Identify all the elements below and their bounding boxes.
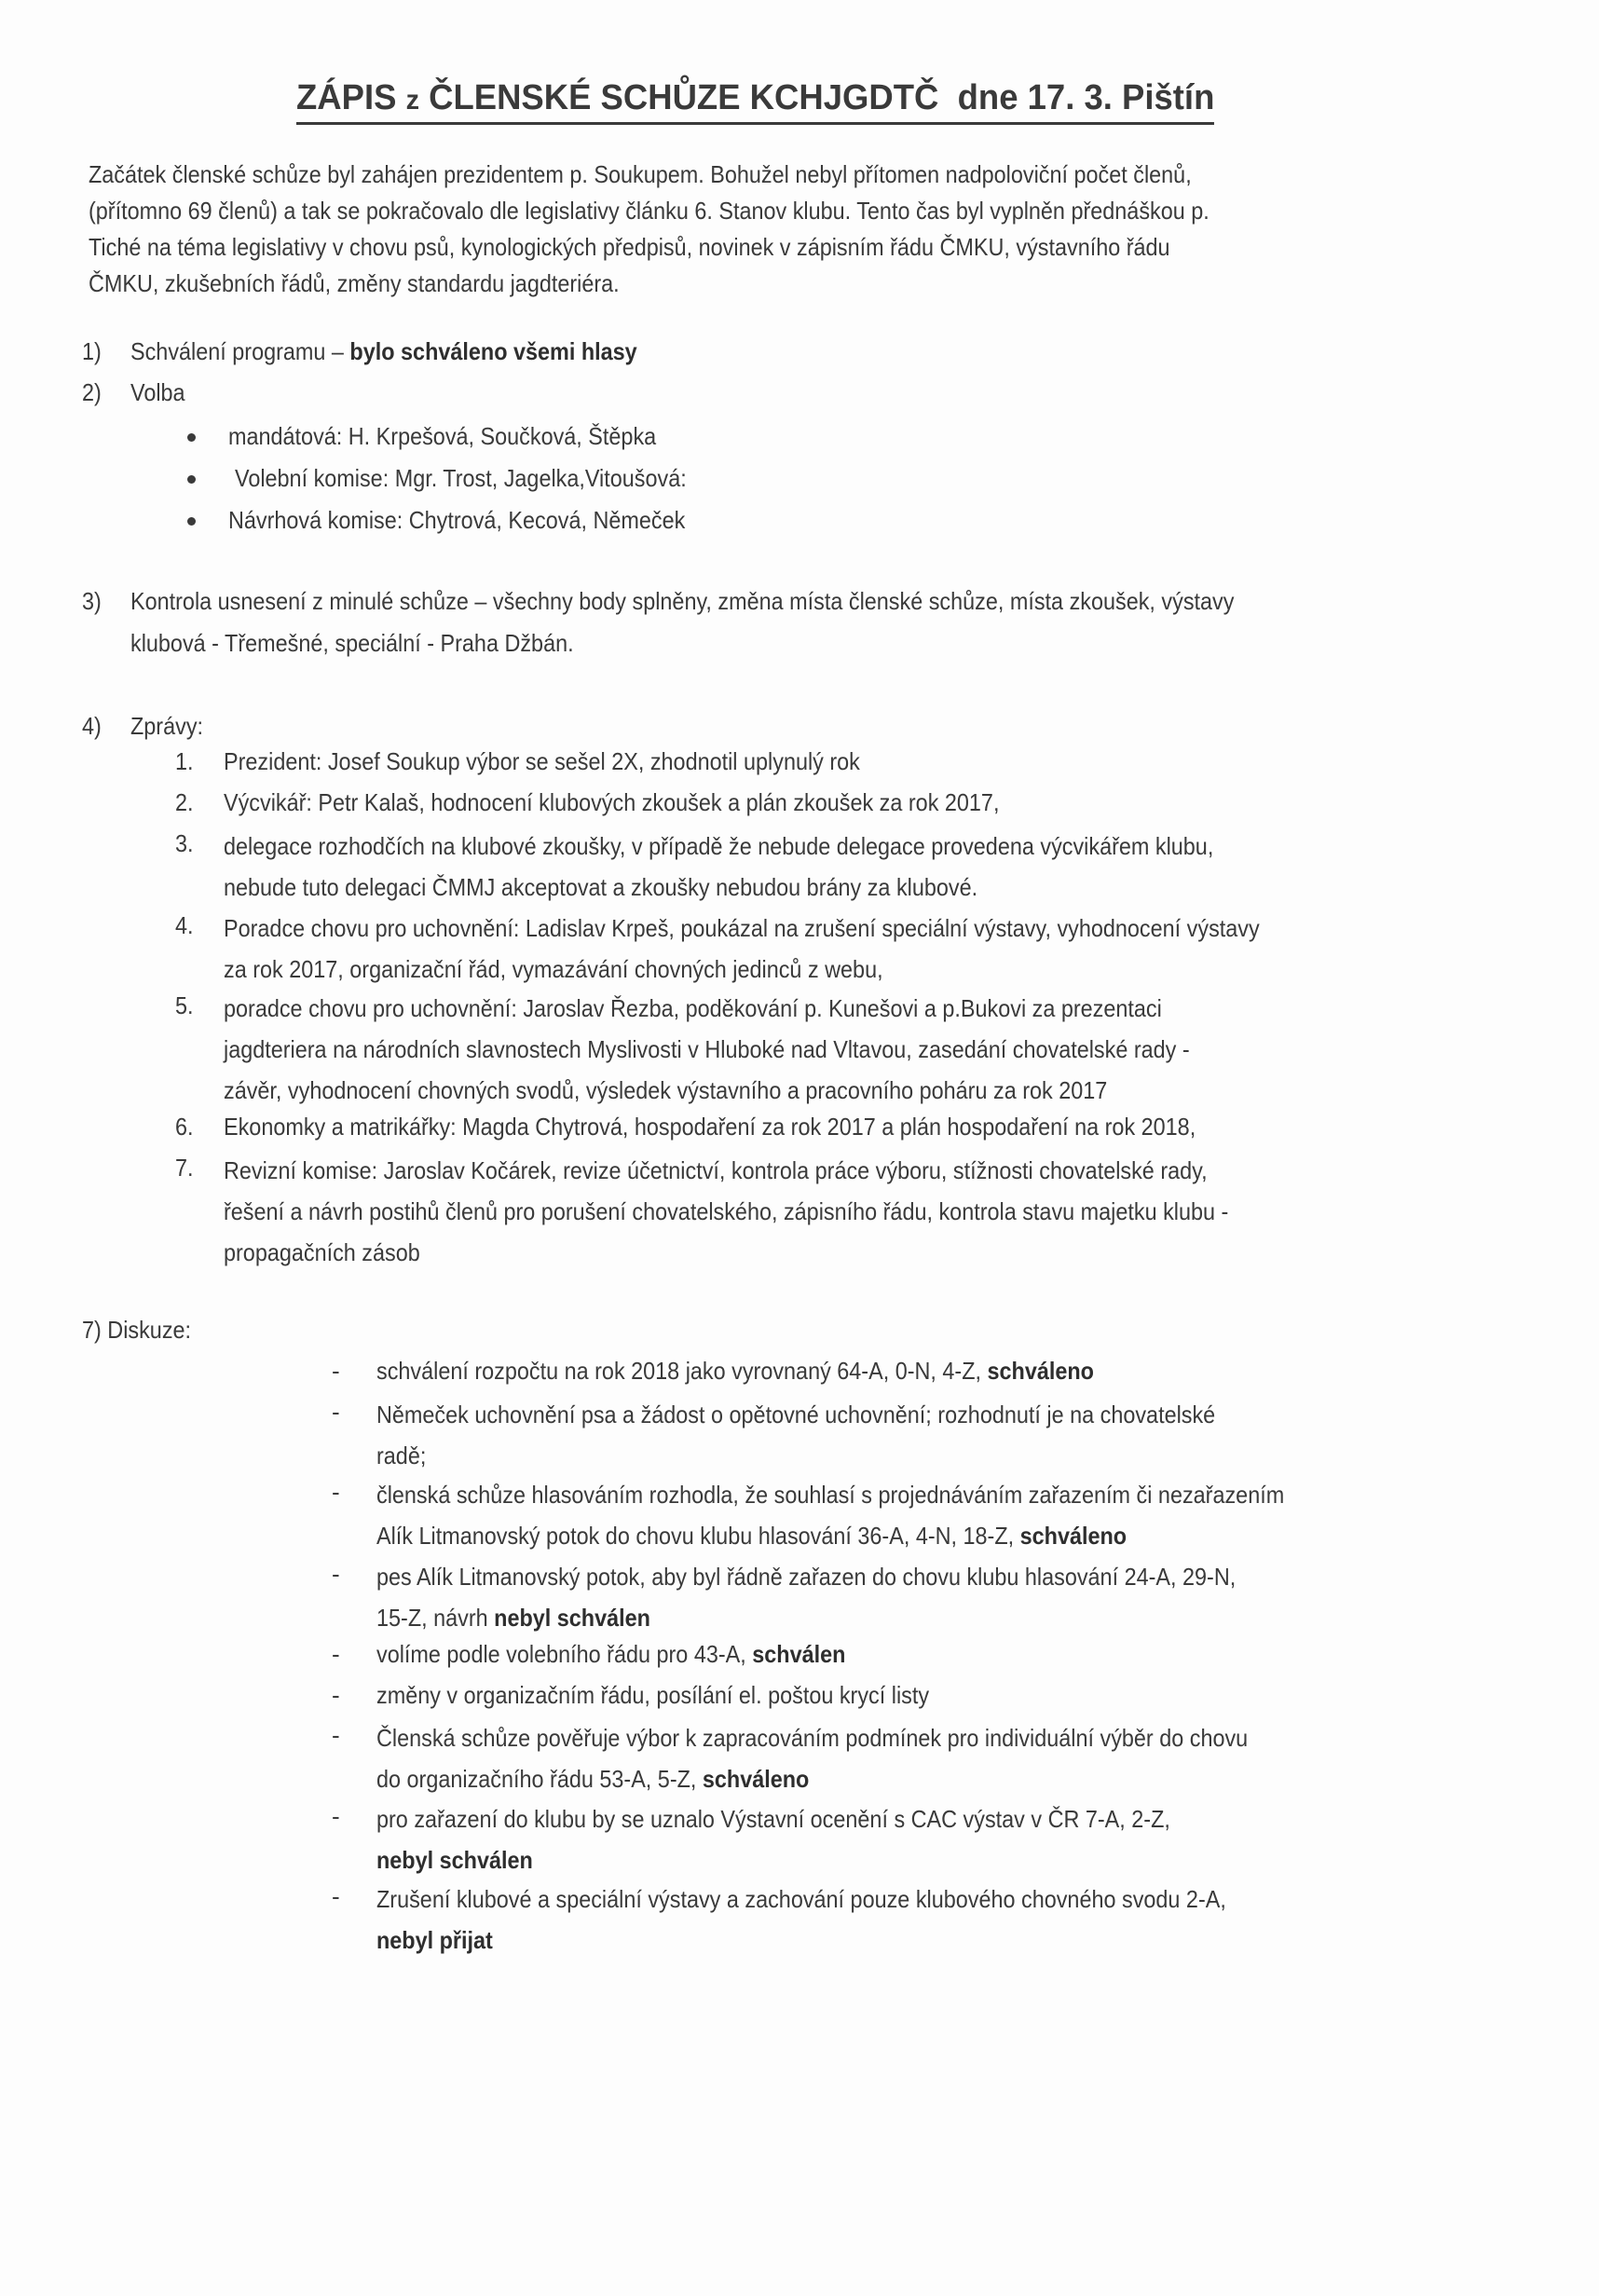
report-item: [224, 908, 1260, 990]
title-z: z: [405, 85, 419, 116]
report-number: 4.: [175, 911, 194, 939]
discussion-point: [376, 1394, 1215, 1476]
point-text: pro zařazení do klubu by se uznalo Výstavní ocenění s CAC výstav v ČR 7-A, 2-Z,: [376, 1805, 1170, 1833]
report-item: [224, 785, 999, 821]
point-result-bold: schváleno: [987, 1357, 1094, 1385]
dash-bullet-icon: -: [332, 1882, 340, 1910]
bullet-item: mandátová: H. Krpešová, Součková, Štěpka: [228, 422, 657, 450]
dash-bullet-icon: -: [332, 1478, 340, 1506]
discussion-point: [376, 1879, 1226, 1961]
discussion-point: [376, 1677, 929, 1714]
item-1-program-approval: [130, 334, 637, 370]
title-date: dne 17. 3. Pištín: [957, 78, 1215, 117]
item-4-reports: Zprávy:: [130, 712, 204, 740]
report-line: propagačních zásob: [224, 1238, 420, 1266]
report-item: [224, 988, 1190, 1111]
point-text: členská schůze hlasováním rozhodla, že souhlasí s projednáváním zařazením či nezařazením: [376, 1481, 1285, 1509]
point-result-bold: nebyl schválen: [376, 1846, 533, 1874]
discussion-point: [376, 1798, 1170, 1880]
discussion-point: [376, 1717, 1248, 1799]
report-item: [224, 1109, 1196, 1145]
dash-bullet-icon: -: [332, 1721, 340, 1749]
item-number: 1): [82, 337, 102, 365]
discussion-point: [376, 1636, 845, 1673]
item-2-election: Volba: [130, 378, 185, 406]
report-line: delegace rozhodčích na klubové zkoušky, v případě že nebude delegace provedena výcvikářem klubu,: [224, 832, 1214, 860]
dash-bullet-icon: -: [332, 1357, 340, 1385]
report-number: 7.: [175, 1154, 194, 1182]
item-number: 4): [82, 712, 102, 740]
item-3-resolution-check: [130, 583, 1234, 662]
report-item: [224, 1150, 1228, 1273]
title-main: ZÁPIS: [296, 78, 397, 117]
document-title: [296, 76, 1214, 125]
title-rest: ČLENSKÉ SCHŮZE KCHJGDTČ: [429, 78, 939, 117]
bullet-item: Návrhová komise: Chytrová, Kecová, Němeček: [228, 506, 686, 534]
point-result-bold: schváleno: [1019, 1522, 1128, 1550]
point-text: změny v organizačním řádu, posílání el. poštou krycí listy: [376, 1681, 930, 1709]
bullet-icon: [187, 433, 196, 442]
report-number: 2.: [175, 788, 194, 816]
intro-paragraph: [89, 157, 1210, 302]
point-text: volíme podle volebního řádu pro 43-A,: [376, 1640, 753, 1668]
bullet-icon: [187, 475, 196, 484]
point-text: 15-Z, návrh: [376, 1604, 495, 1632]
item-result-bold: bylo schváleno všemi hlasy: [349, 337, 637, 365]
report-number: 6.: [175, 1113, 194, 1141]
point-text: pes Alík Litmanovský potok, aby byl řádně zařazen do chovu klubu hlasování 24-A, 29-N,: [376, 1563, 1237, 1591]
item-number: 2): [82, 378, 102, 406]
report-line: řešení a návrh postihů členů pro porušení chovatelského, zápisního řádu, kontrola stavu majetku klubu -: [224, 1197, 1229, 1225]
discussion-point: [376, 1556, 1236, 1638]
report-line: Prezident: Josef Soukup výbor se sešel 2X, zhodnotil uplynulý rok: [224, 747, 860, 775]
intro-line: ČMKU, zkušebních řádů, změny standardu jagdteriéra.: [89, 269, 620, 297]
bullet-item: Volební komise: Mgr. Trost, Jagelka,Vitoušová:: [235, 464, 687, 492]
report-line: Revizní komise: Jaroslav Kočárek, revize účetnictví, kontrola práce výboru, stížnosti chovatelské rady,: [224, 1156, 1208, 1184]
dash-bullet-icon: -: [332, 1681, 340, 1709]
intro-line: Začátek členské schůze byl zahájen prezidentem p. Soukupem. Bohužel nebyl přítomen nadpoloviční počet členů,: [89, 160, 1192, 188]
point-result-bold: schváleno: [702, 1765, 810, 1793]
report-line: jagdteriera na národních slavnostech Myslivosti v Hluboké nad Vltavou, zasedání chovatelské rady -: [224, 1035, 1190, 1063]
discussion-point: [376, 1474, 1284, 1556]
point-text: radě;: [376, 1442, 427, 1469]
report-number: 3.: [175, 829, 194, 857]
point-text: Členská schůze pověřuje výbor k zapracováním podmínek pro individuální výběr do chovu: [376, 1724, 1249, 1752]
report-line: za rok 2017, organizační řád, vymazávání chovných jedinců z webu,: [224, 955, 883, 983]
dash-bullet-icon: -: [332, 1398, 340, 1426]
report-number: 1.: [175, 747, 194, 775]
report-item: [224, 744, 860, 780]
dash-bullet-icon: -: [332, 1560, 340, 1588]
intro-line: (přítomno 69 členů) a tak se pokračovalo dle legislativy článku 6. Stanov klubu. Tento čas byl vyplněn přednáškou p.: [89, 197, 1210, 225]
intro-line: Tiché na téma legislativy v chovu psů, kynologických předpisů, novinek v zápisním řádu ČMKU, výstavního řádu: [89, 233, 1170, 261]
bullet-icon: [187, 517, 196, 526]
discussion-point: [376, 1353, 1094, 1389]
report-line: nebude tuto delegaci ČMMJ akceptovat a zkoušky nebudou brány za klubové.: [224, 873, 978, 901]
item-number: 3): [82, 587, 102, 615]
report-line: Poradce chovu pro uchovnění: Ladislav Krpeš, poukázal na zrušení speciální výstavy, vyhodnocení výstavy: [224, 914, 1260, 942]
point-result-bold: nebyl přijat: [376, 1926, 493, 1954]
item-7-discussion: 7) Diskuze:: [82, 1316, 192, 1344]
dash-bullet-icon: -: [332, 1640, 340, 1668]
point-text: Němeček uchovnění psa a žádost o opětovné uchovnění; rozhodnutí je na chovatelské: [376, 1401, 1216, 1428]
report-line: závěr, vyhodnocení chovných svodů, výsledek výstavního a pracovního poháru za rok 2017: [224, 1076, 1108, 1104]
point-text: Zrušení klubové a speciální výstavy a zachování pouze klubového chovného svodu 2-A,: [376, 1885, 1226, 1913]
report-line: poradce chovu pro uchovnění: Jaroslav Řezba, poděkování p. Kunešovi a p.Bukovi za prezentaci: [224, 994, 1162, 1022]
point-text: do organizačního řádu 53-A, 5-Z,: [376, 1765, 703, 1793]
report-line: Výcvikář: Petr Kalaš, hodnocení klubových zkoušek a plán zkoušek za rok 2017,: [224, 788, 1000, 816]
report-item: [224, 826, 1213, 908]
point-result-bold: nebyl schválen: [494, 1604, 650, 1632]
item-line: klubová - Třemešné, speciální - Praha Džbán.: [130, 629, 574, 657]
item-text: Schválení programu –: [130, 337, 350, 365]
point-result-bold: schválen: [752, 1640, 846, 1668]
dash-bullet-icon: -: [332, 1802, 340, 1830]
report-line: Ekonomky a matrikářky: Magda Chytrová, hospodaření za rok 2017 a plán hospodaření na rok 2018,: [224, 1113, 1196, 1141]
item-line: Kontrola usnesení z minulé schůze – všechny body splněny, změna místa členské schůze, místa zkoušek, výstavy: [130, 587, 1235, 615]
point-text: Alík Litmanovský potok do chovu klubu hlasování 36-A, 4-N, 18-Z,: [376, 1522, 1020, 1550]
report-number: 5.: [175, 991, 194, 1019]
point-text: schválení rozpočtu na rok 2018 jako vyrovnaný 64-A, 0-N, 4-Z,: [376, 1357, 988, 1385]
